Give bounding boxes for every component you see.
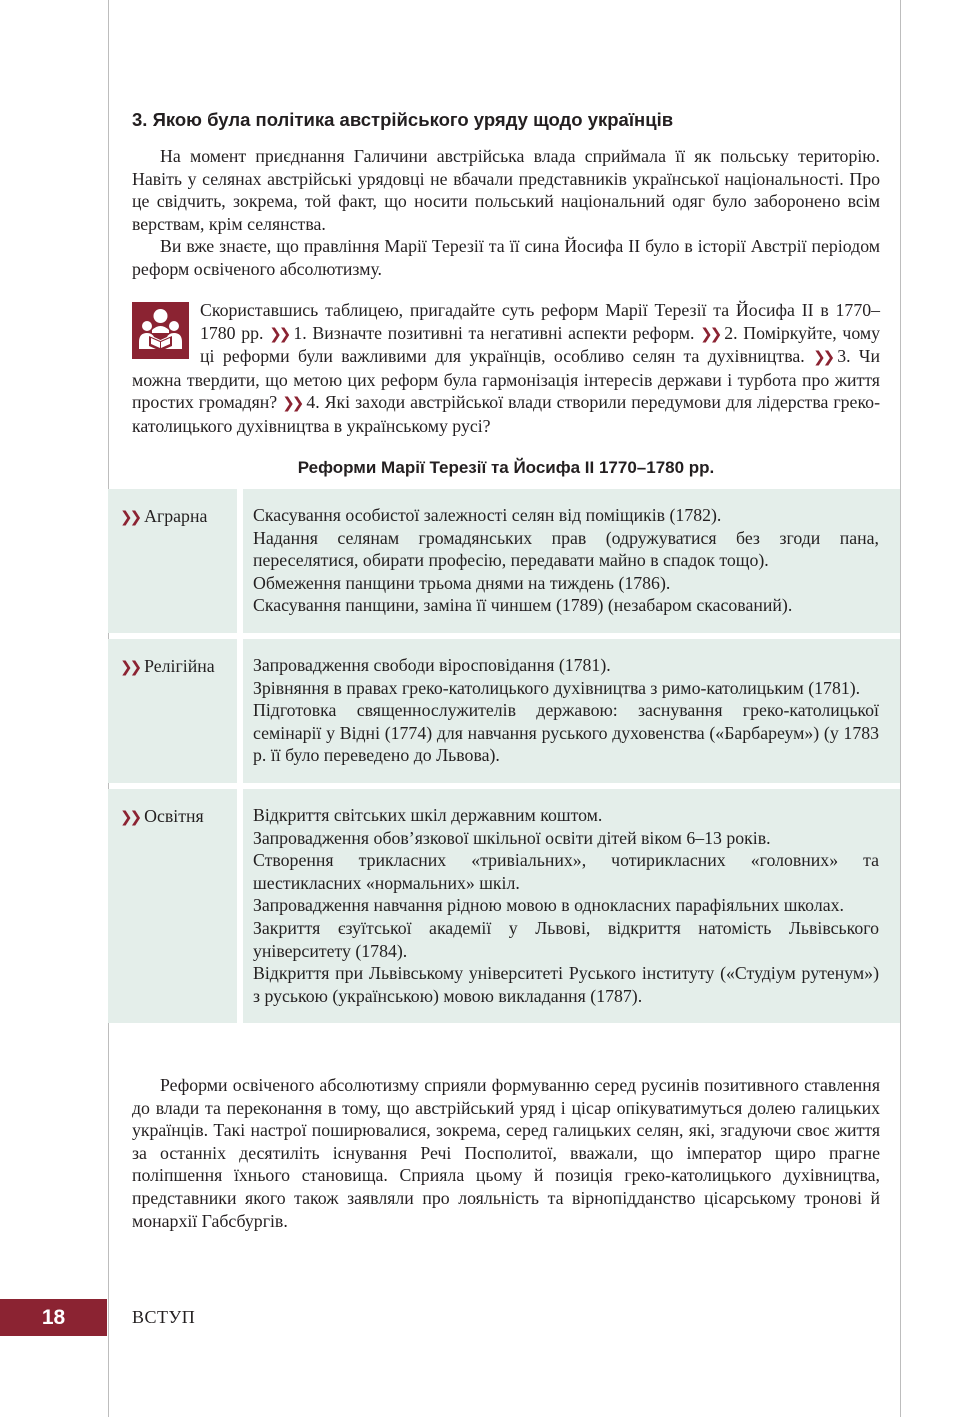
reform-row-agrarian <box>108 489 900 633</box>
reform-item: Створення трикласних «тривіальних», чотирикласних «головних» та шестикласних «нормальних» шкіл. <box>253 850 879 893</box>
chevron-right-icon: ❯❯ <box>282 394 302 413</box>
intro-paragraph: На момент приєднання Галичини австрійська влада сприймала її як польську територію. Навіть у селянах австрійські урядовці не вбачали представників української національності. Про це свідчить, зокрема, той факт, що носити польський національний одяг було заборонено всім верствам, крім селянства. <box>132 146 880 234</box>
conclusion-text <box>132 1074 880 1232</box>
reform-item: Запровадження навчання рідною мовою в однокласних парафіяльних школах. <box>253 895 844 916</box>
task-intro: Скориставшись таблицею, пригадайте суть реформ Марії Терезії та Йосифа II в 1770–1780 рр. <box>200 300 880 343</box>
reform-items-cell <box>243 639 900 783</box>
chevron-right-icon: ❯❯ <box>120 657 140 676</box>
right-margin-rule <box>900 0 901 1417</box>
reform-item: Відкриття світських шкіл державним коштом. <box>253 804 603 825</box>
chevron-right-icon: ❯❯ <box>700 324 720 343</box>
reform-item: Скасування панщини, заміна її чиншем (1789) (незабаром скасований). <box>253 595 793 616</box>
reform-row-religious <box>108 639 900 783</box>
conclusion-paragraph: Реформи освіченого абсолютизму сприяли формуванню серед русинів позитивного ставлення до влади та переконання в тому, що австрійський уряд і цісар опікуватимуться долею галицьких українців. Такі настрої поширювалися, зокрема, серед галицьких селян, які, згадуючи своє життя за останніх десятиліть існування Речі Посполитої, вважали, що імператор щиро прагне поліпшення їхнього становища. Сприяла цьому й позиція греко-католицького духівництва, представники якого також заявляли про лояльність та вірнопідданство цісарському тронові й монархії Габсбургів. <box>132 1075 880 1231</box>
reform-item: Скасування особистої залежності селян від поміщиків (1782). <box>253 505 722 525</box>
reform-name: Аграрна <box>144 506 208 526</box>
table-title: Реформи Марії Терезії та Йосифа II 1770–1780 рр. <box>297 458 715 477</box>
reform-item: Надання селянам громадянських прав (одружуватися без згоди пана, переселятися, обирати професію, передавати майно в спадок тощо). <box>253 527 879 571</box>
intro-paragraph: Ви вже знаєте, що правління Марії Терезії та її сина Йосифа II було в історії Австрії періодом реформ освіченого абсолютизму. <box>132 236 880 279</box>
section-heading: 3. Якою була політика австрійського уряду щодо українців <box>132 109 674 130</box>
section-label: ВСТУП <box>132 1307 196 1327</box>
reform-item: Закриття єзуїтської академії у Львові, відкриття натомість Львівського університету (1784). <box>253 917 879 961</box>
chevron-right-icon: ❯❯ <box>269 324 289 343</box>
reform-name-cell <box>108 639 243 783</box>
chevron-right-icon: ❯❯ <box>120 807 140 826</box>
reform-name-cell <box>108 789 243 1023</box>
reforms-table <box>108 489 900 1023</box>
page-number: 18 <box>0 1299 107 1336</box>
reform-item: Відкриття при Львівському університеті Руського інституту («Студіум рутенум») з руською (українською) мовою викладання (1787). <box>253 963 879 1006</box>
reform-item: Обмеження панщини трьома днями на тиждень (1786). <box>253 572 671 593</box>
task-question: 4. Які заходи австрійської влади створили передумови для лідерства греко-католицького духівництва в українському русі? <box>132 392 880 436</box>
reform-name: Освітня <box>144 805 204 826</box>
reform-items-cell <box>243 789 900 1023</box>
task-question: 2. Поміркуйте, чому ці реформи були важливими для українців, особливо селян та духівництва. <box>200 322 881 367</box>
task-question: 1. Визначте позитивні та негативні аспекти реформ. <box>293 322 695 343</box>
reading-people-icon <box>132 302 189 359</box>
chevron-right-icon: ❯❯ <box>120 508 140 526</box>
task-question: 3. Чи можна твердити, що метою цих реформ була гармонізація інтересів держави і турбота про життя простих громадян? <box>132 346 880 413</box>
reform-item: Зрівняння в правах греко-католицького духівництва з римо-католицьким (1781). <box>253 677 861 698</box>
intro-text <box>132 145 880 281</box>
reform-row-education <box>108 789 900 1023</box>
reform-item: Запровадження свободи віросповідання (1781). <box>253 654 611 675</box>
reform-item: Запровадження обов’язкової шкільної освіти дітей віком 6–13 років. <box>253 827 771 848</box>
reform-name-cell <box>108 489 243 633</box>
chevron-right-icon: ❯❯ <box>813 348 833 367</box>
reform-item: Підготовка священнослужителів державою: заснування греко-католицької семінарії у Відні (1774) для навчання руського духовенства («Барбареум») (у 1783 р. її було переведено до Львова). <box>253 700 879 766</box>
task-block <box>132 299 880 438</box>
reform-name: Релігійна <box>144 655 215 676</box>
reform-items-cell <box>243 489 900 633</box>
